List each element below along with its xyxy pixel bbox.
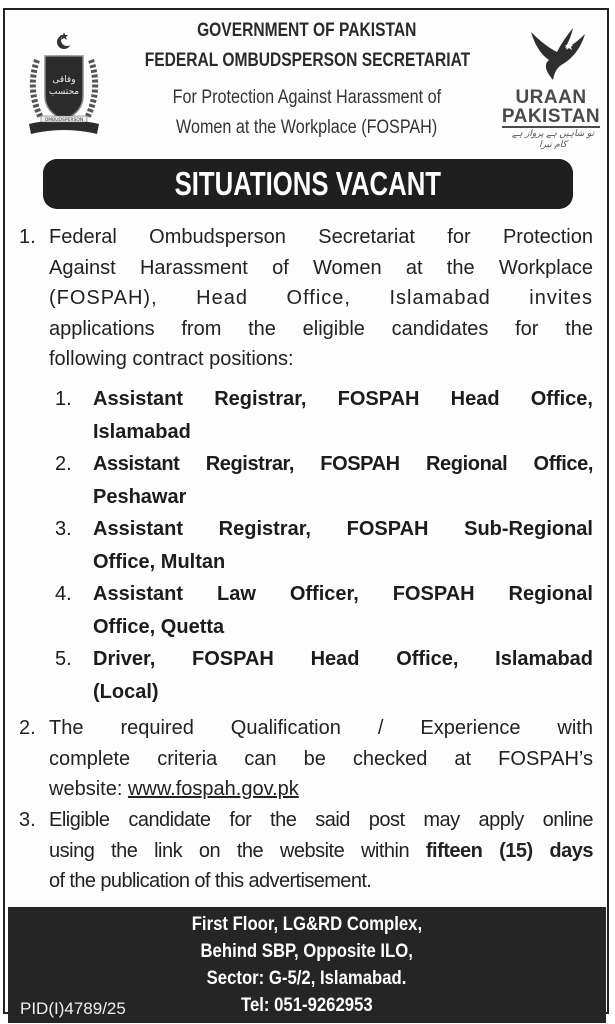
- item-number: 1.: [19, 226, 36, 248]
- position-item: 5. Driver, FOSPAH Head Office, Islamabad (Local): [55, 648, 593, 703]
- urdu-tagline: تو شاہیں ہے پرواز ہے کام تیرا: [511, 128, 595, 149]
- address-block: First Floor, LG&RD Complex, Behind SBP, Opposite ILO, Sector: G-5/2, Islamabad. Tel: 051-9262953: [8, 911, 606, 1019]
- telephone: Tel: 051-9262953: [241, 995, 373, 1016]
- item-1: [19, 222, 593, 375]
- fospah-website-link[interactable]: www.fospah.gov.pk: [127, 778, 299, 800]
- item-2: 2. The required Qualification / Experience with complete criteria can be checked at FOSPAH’s website: www.fospah.gov.pk: [19, 717, 593, 800]
- subtitle-line-1: For Protection Against Harassment of: [172, 87, 442, 108]
- situations-vacant-banner: [43, 159, 573, 209]
- position-item: 1. Assistant Registrar, FOSPAH Head Office, Islamabad: [55, 388, 593, 443]
- position-item: 2. Assistant Registrar, FOSPAH Regional Office, Peshawar: [55, 453, 593, 508]
- advertisement-frame: [3, 8, 609, 1018]
- uraan-pakistan-logo: [493, 24, 603, 149]
- svg-text:محتسب: محتسب: [48, 87, 80, 97]
- position-item: 3. Assistant Registrar, FOSPAH Sub-Regional Office, Multan: [55, 518, 593, 573]
- item-3: 3. Eligible candidate for the said post may apply online using the link on the website within fifteen (15) days of the publication of this advertisement.: [19, 809, 594, 892]
- item-1-text: Federal Ombudsperson Secretariat for Protection Against Harassment of Women at the Workplace (FOSPAH), Head Office, Islamabad invites applications from the eligible candidates for the following contract positions:: [49, 226, 593, 370]
- banner-title: SITUATIONS VACANT: [174, 165, 442, 202]
- eagle-icon: [493, 24, 603, 84]
- contact-footer: [8, 907, 606, 1023]
- uraan-title: URAAN PAKISTAN: [501, 87, 601, 127]
- pid-number: PID(I)4789/25: [20, 999, 126, 1018]
- header: [5, 10, 607, 180]
- svg-text:وفاقی: وفاقی: [52, 75, 76, 85]
- deadline-days: fifteen (15) days: [425, 839, 594, 862]
- secretariat-title: FEDERAL OMBUDSPERSON SECRETARIAT: [144, 50, 470, 71]
- ombudsperson-emblem-icon: [23, 30, 105, 142]
- positions-list: [55, 383, 593, 708]
- position-item: 4. Assistant Law Officer, FOSPAH Regional Office, Quetta: [55, 583, 593, 638]
- svg-text:OMBUDSPERSON: OMBUDSPERSON: [44, 118, 84, 123]
- subtitle-line-2: Women at the Workplace (FOSPAH): [176, 117, 438, 138]
- gov-title: GOVERNMENT OF PAKISTAN: [197, 20, 417, 41]
